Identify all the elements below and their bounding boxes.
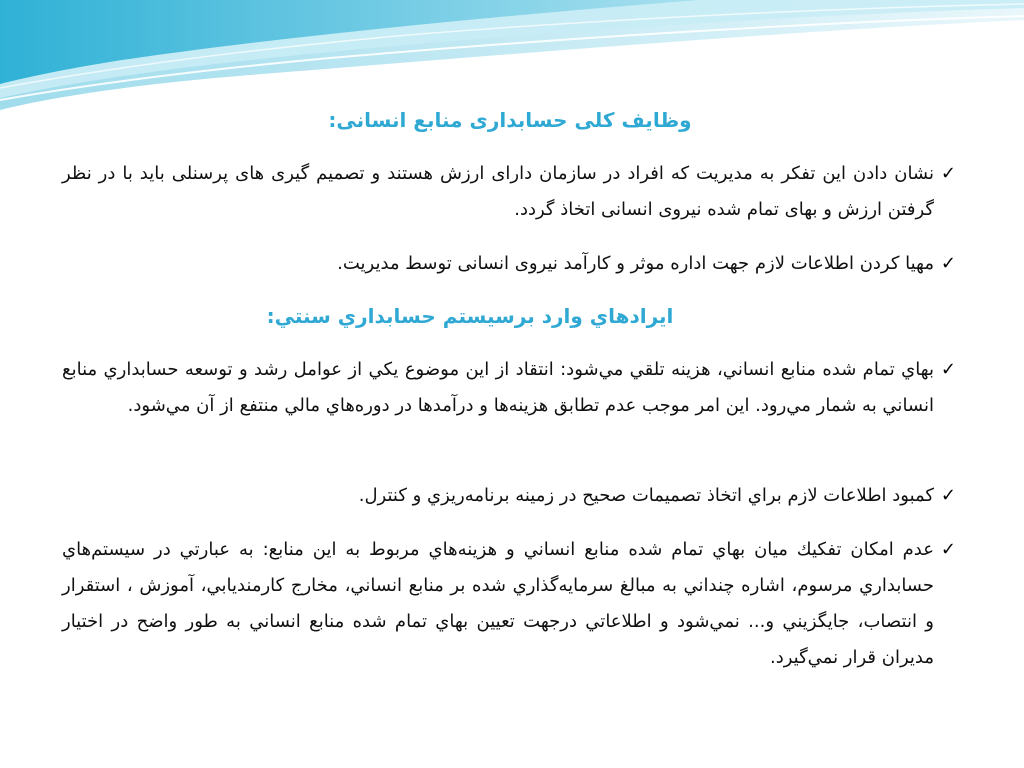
bullet-item [62,352,956,424]
bullet-item [62,532,956,676]
bullet-text: كمبود اطلاعات لازم براي اتخاذ تصميمات صحيح در زمينه برنامه‌ريزي و كنترل. [358,485,934,506]
section-heading-hr-accounting-functions: وظایف کلی حسابداری منابع انسانی: [328,108,692,132]
bullet-text: بهاي تمام شده منابع انساني، هزينه تلقي مي‌شود: انتقاد از اين موضوع يكي از عوامل رشد و توسعه حسابداري منابع انساني به شمار مي‌رود. اين امر موجب عدم تطابق هزينه‌ها و درآمدها در دوره‌هاي مالي منتفع از آن مي‌شود. [62,359,934,416]
check-mark-icon: ✓ [940,253,956,274]
bullet-text: عدم امكان تفكيك ميان بهاي تمام شده منابع انساني و هزينه‌هاي مربوط به اين منابع: به عبارتي در سيستم‌هاي حسابداري مرسوم، اشاره چنداني به مبالغ سرمايه‌گذاري شده بر منابع انساني، مخارج كارمنديابي، آموزش ، استقرار و انتصاب، جايگزيني و... نمي‌شود و اطلاعاتي درجهت تعيين بهاي تمام شده منابع انساني به طور واضح در اختيار مديران قرار نمي‌گيرد. [62,539,934,668]
bullet-item [62,156,956,228]
bullet-item [62,246,956,282]
check-mark-icon: ✓ [940,359,956,380]
check-mark-icon: ✓ [940,539,956,560]
bullet-text: مهیا کردن اطلاعات لازم جهت اداره موثر و کارآمد نیروی انسانی توسط مدیریت. [337,253,934,274]
bullet-text: نشان دادن این تفکر به مدیریت که افراد در سازمان دارای ارزش هستند و تصمیم گیری های پرسنلی باید با در نظر گرفتن ارزش و بهای تمام شده نیروی انسانی اتخاذ گردد. [62,163,934,220]
section-heading-traditional-system-issues: ايرادهاي وارد برسيستم حسابداري سنتي: [266,304,674,328]
check-mark-icon: ✓ [940,163,956,184]
check-mark-icon: ✓ [940,485,956,506]
bullet-item [62,478,956,514]
